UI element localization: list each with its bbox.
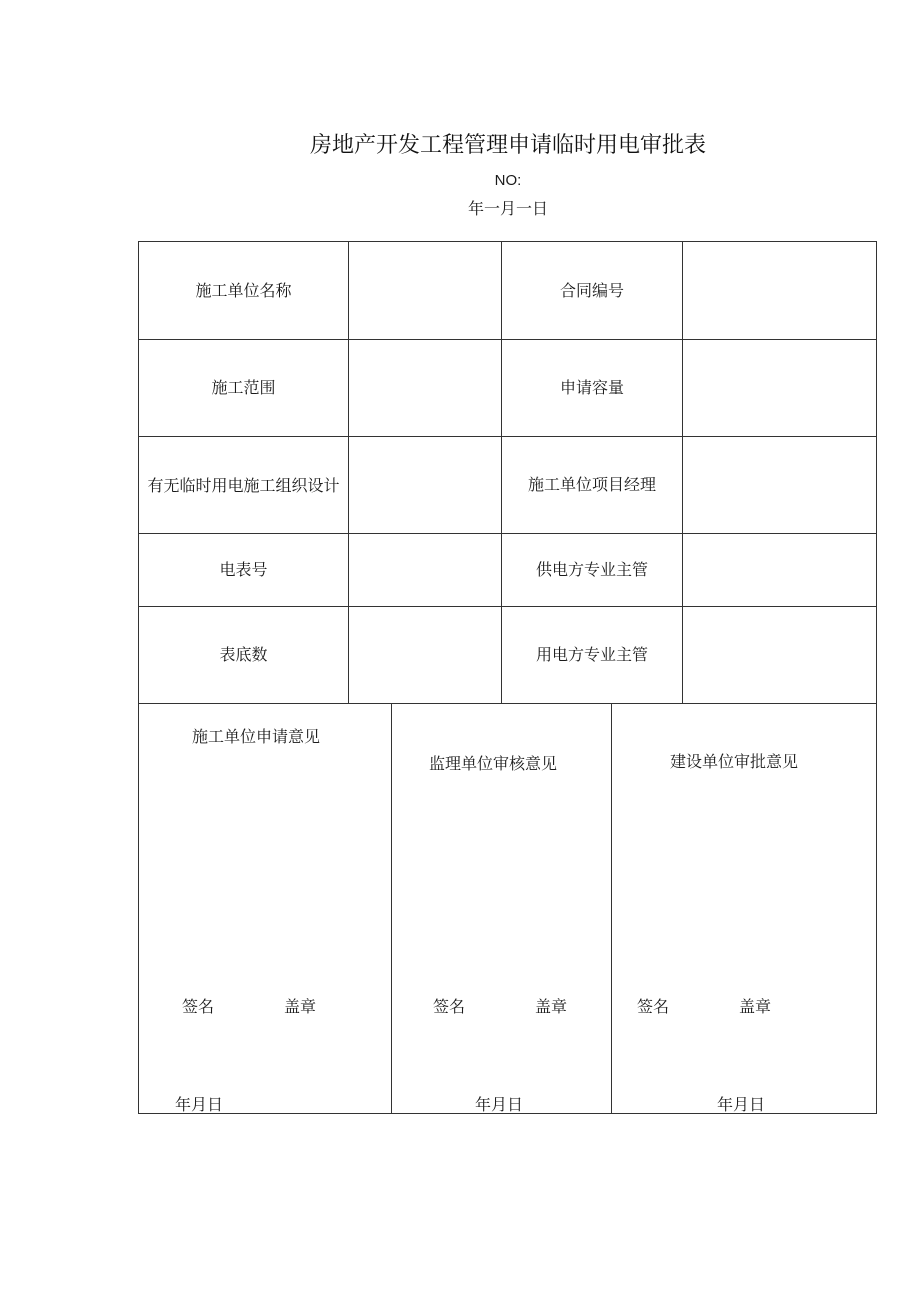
owner-seal-label: 盖章 [739, 997, 772, 1016]
owner-opinion-title: 建设单位审批意见 [670, 752, 799, 771]
owner-sign-label: 签名 [637, 997, 670, 1016]
label-meter-number: 电表号 [219, 560, 268, 579]
supervisor-seal-label: 盖章 [535, 997, 568, 1016]
contractor-name-field[interactable] [349, 242, 501, 339]
approval-form-table [138, 241, 877, 1114]
supervisor-opinion-title: 监理单位审核意见 [429, 754, 558, 773]
owner-opinion-area[interactable] [613, 777, 875, 991]
contract-number-field[interactable] [683, 242, 876, 339]
form-title: 房地产开发工程管理申请临时用电审批表 [309, 133, 706, 158]
opinion-divider [391, 703, 392, 1113]
row-divider [139, 703, 876, 704]
contractor-sign-label: 签名 [182, 997, 215, 1016]
supervisor-date-label: 年月日 [475, 1095, 524, 1114]
label-construction-scope: 施工范围 [211, 378, 276, 397]
document-number-label: NO: [494, 172, 522, 189]
owner-date-label: 年月日 [717, 1095, 766, 1114]
contractor-opinion-title: 施工单位申请意见 [192, 727, 321, 746]
contractor-date-label: 年月日 [175, 1095, 224, 1114]
label-supplier-supervisor: 供电方专业主管 [535, 560, 648, 579]
requested-capacity-field[interactable] [683, 340, 876, 436]
document-date-line: 年一月一日 [467, 199, 548, 218]
opinion-divider [611, 703, 612, 1113]
label-project-manager: 施工单位项目经理 [527, 475, 656, 494]
label-requested-capacity: 申请容量 [559, 378, 624, 397]
project-manager-field[interactable] [683, 437, 876, 533]
supplier-supervisor-field[interactable] [683, 534, 876, 606]
construction-scope-field[interactable] [349, 340, 501, 436]
consumer-supervisor-field[interactable] [683, 607, 876, 703]
contractor-opinion-area[interactable] [141, 752, 389, 992]
label-consumer-supervisor: 用电方专业主管 [535, 645, 648, 664]
label-meter-reading: 表底数 [219, 645, 268, 664]
label-contractor-name: 施工单位名称 [195, 280, 292, 300]
supervisor-opinion-area[interactable] [393, 779, 609, 991]
temp-power-design-field[interactable] [349, 437, 501, 533]
label-contract-number: 合同编号 [559, 280, 624, 300]
meter-number-field[interactable] [349, 534, 501, 606]
contractor-seal-label: 盖章 [284, 997, 317, 1016]
label-temp-power-design: 有无临时用电施工组织设计 [147, 475, 340, 495]
meter-reading-field[interactable] [349, 607, 501, 703]
supervisor-sign-label: 签名 [433, 997, 466, 1016]
